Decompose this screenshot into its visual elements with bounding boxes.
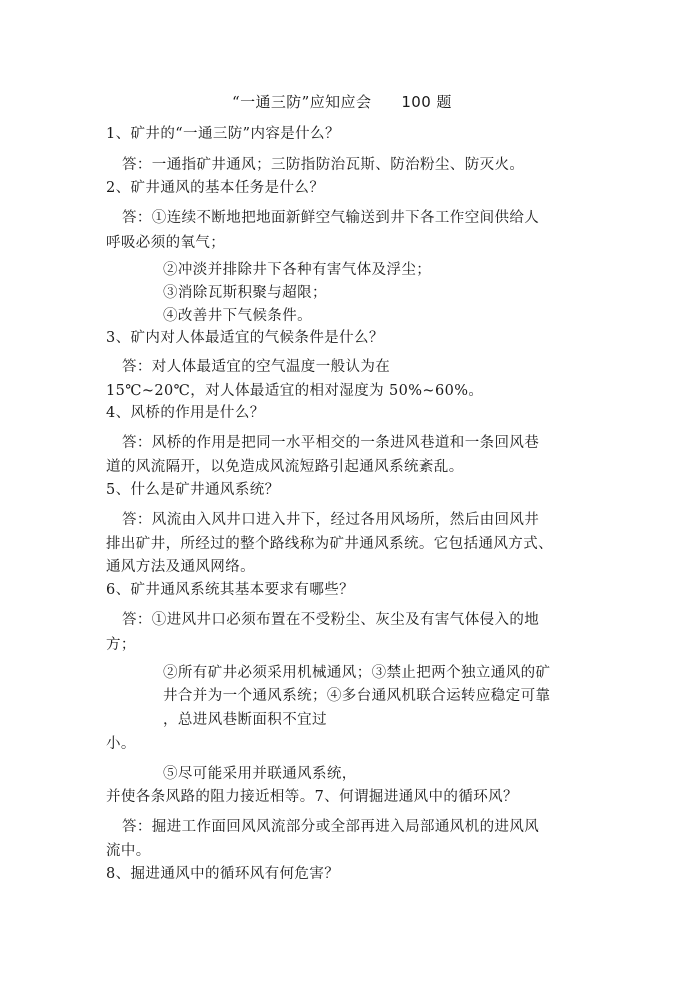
- answer-2-line-1: 答：①连续不断地把地面新鲜空气输送到井下各工作空间供给人: [122, 210, 540, 226]
- page-title: [232, 92, 452, 112]
- answer-7-line-2: 流中。: [106, 843, 151, 859]
- question-8: 8、掘进通风中的循环风有何危害？: [106, 866, 340, 882]
- question-5: 5、什么是矿井通风系统？: [106, 482, 280, 498]
- question-6: 6、矿井通风系统其基本要求有哪些？: [106, 582, 355, 598]
- answer-2-line-3: ②冲淡并排除井下各种有害气体及浮尘；: [163, 262, 432, 278]
- question-4: 4、风桥的作用是什么？: [106, 405, 265, 421]
- title-text: “一通三防”应知应会: [232, 93, 372, 111]
- question-3: 3、矿内对人体最适宜的气候条件是什么？: [106, 330, 384, 346]
- answer-6-line-7: ⑤尽可能采用并联通风系统，: [163, 766, 357, 782]
- answer-2-line-2: 呼吸必须的氧气；: [106, 235, 226, 251]
- title-count: 100 题: [401, 93, 452, 111]
- answer-5-line-3: 通风方法及通风网络。: [106, 559, 255, 575]
- answer-3-line-1: 答：对人体最适宜的空气温度一般认为在: [122, 359, 391, 375]
- answer-6-line-5: ，总进风巷断面积不宜过: [163, 712, 327, 728]
- answer-7-line-1: 答：掘进工作面回风风流部分或全部再进入局部通风机的进风风: [122, 819, 540, 835]
- answer-2-line-4: ③消除瓦斯积聚与超限；: [163, 285, 327, 301]
- answer-6-line-4: 井合并为一个通风系统；④多台通风机联合运转应稳定可靠: [163, 688, 551, 704]
- answer-6-line-3: ②所有矿井必须采用机械通风；③禁止把两个独立通风的矿: [163, 665, 551, 681]
- answer-2-line-5: ④改善井下气候条件。: [163, 308, 312, 324]
- answer-3-line-2: 15℃~20℃，对人体最适宜的相对湿度为 50%~60%。: [106, 383, 484, 399]
- answer-5-line-2: 排出矿井，所经过的整个路线称为矿井通风系统。它包括通风方式、: [106, 536, 553, 552]
- answer-5-line-1: 答：风流由入风井口进入井下，经过各用风场所，然后由回风井: [122, 512, 540, 528]
- answer-4-line-2: 道的风流隔开，以免造成风流短路引起通风系统紊乱。: [106, 459, 464, 475]
- question-1: 1、矿井的“一通三防”内容是什么？: [106, 126, 340, 142]
- answer-1: 答：一通指矿井通风；三防指防治瓦斯、防治粉尘、防灭火。: [122, 157, 525, 173]
- answer-6-line-6: 小。: [106, 736, 136, 752]
- question-2: 2、矿井通风的基本任务是什么？: [106, 180, 325, 196]
- answer-6-line-8: 并使各条风路的阻力接近相等。7、何谓掘进通风中的循环风？: [106, 789, 518, 805]
- answer-6-line-2: 方；: [106, 637, 136, 653]
- answer-6-line-1: 答：①进风井口必须布置在不受粉尘、灰尘及有害气体侵入的地: [122, 612, 540, 628]
- answer-4-line-1: 答：风桥的作用是把同一水平相交的一条进风巷道和一条回风巷: [122, 435, 540, 451]
